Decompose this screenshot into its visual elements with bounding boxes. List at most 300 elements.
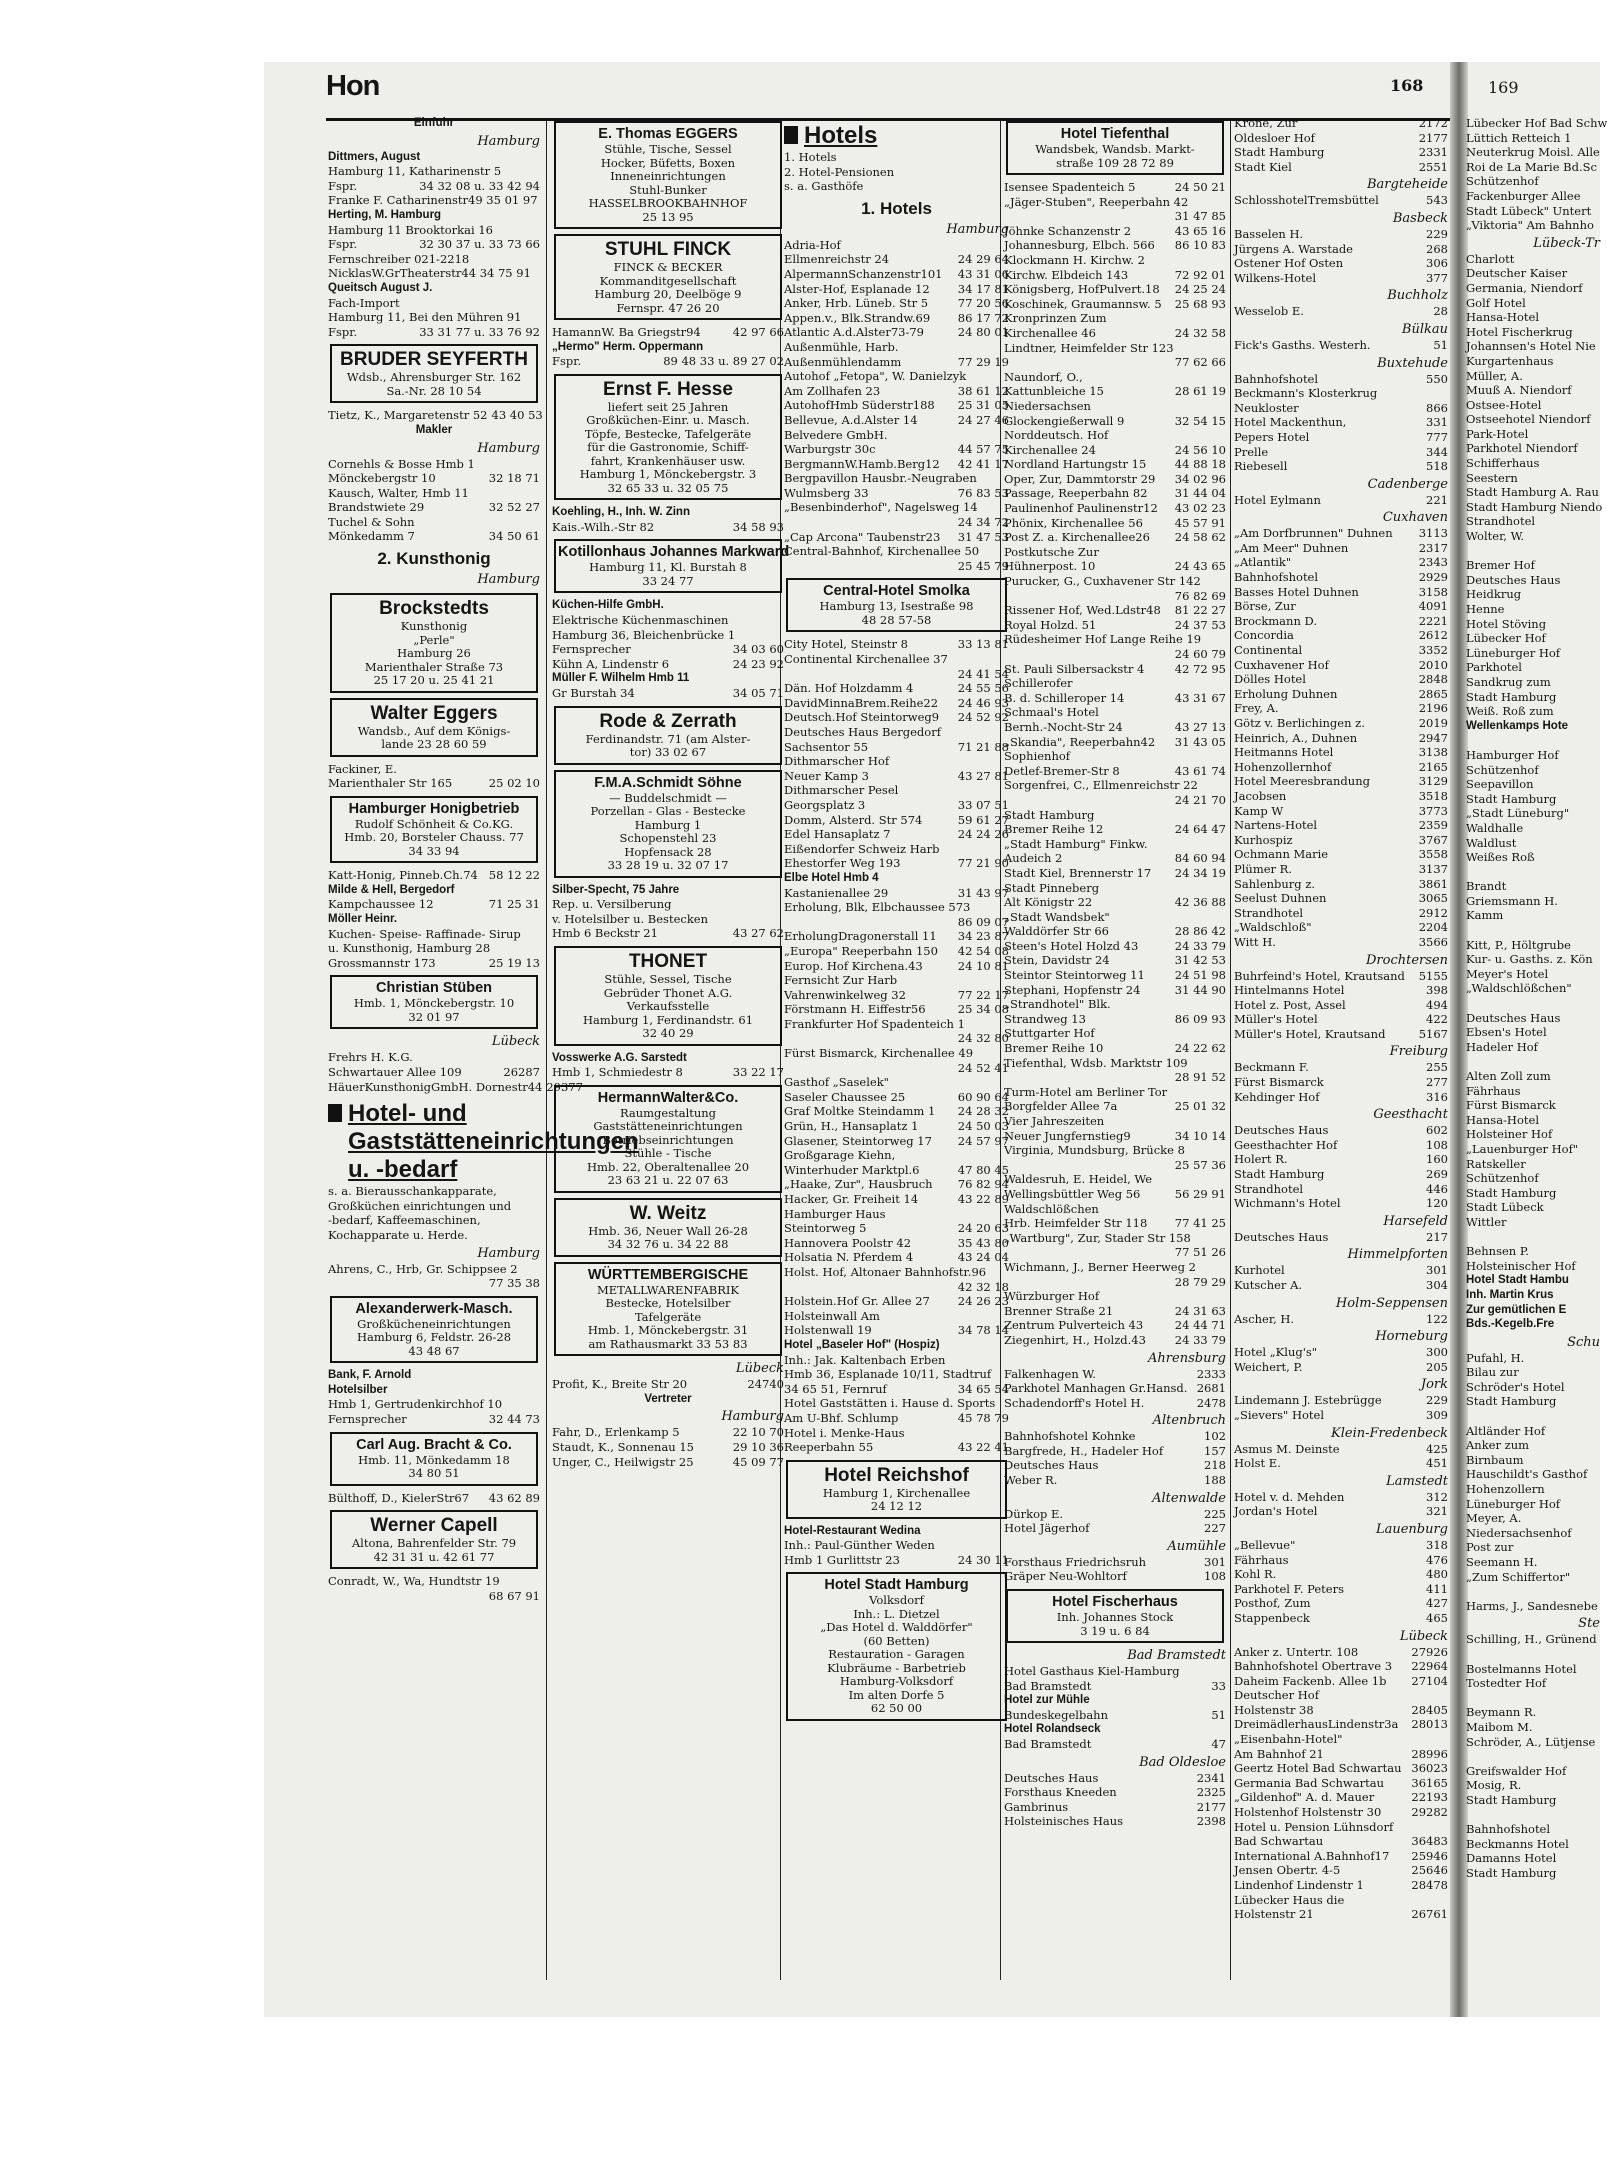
listing-row: [1234, 304, 1448, 319]
listing-row: [1234, 804, 1448, 819]
section-heading: 1. Hotels: [861, 198, 932, 218]
phone-number: 427: [1426, 1596, 1448, 1611]
listing-name: Hotel „Klug's": [1234, 1345, 1318, 1360]
listing-name: Phönix, Kirchenallee 56: [1004, 515, 1143, 530]
listing-row: [1234, 1196, 1448, 1211]
listing-row: [1004, 1143, 1226, 1158]
listing-row: [1004, 355, 1226, 370]
listing-name: Gr Burstah 34: [552, 686, 635, 701]
phone-number: 43 27 13: [1174, 719, 1226, 734]
listing-name: DavidMinnaBrem.Reihe22: [784, 695, 939, 710]
listing-text: Lübecker Hof Bad Schw: [1466, 116, 1607, 130]
listing-text: Stadt Hamburg: [1004, 807, 1095, 822]
listing-text: s. a. Bierausschankapparate,: [328, 1184, 497, 1199]
listing-row: [1234, 1582, 1448, 1597]
listing-text: Müller, A.: [1466, 368, 1523, 383]
phone-number: 550: [1426, 371, 1448, 386]
phone-number: 77 62 66: [1174, 355, 1226, 370]
listing-name: Georgsplatz 3: [784, 797, 866, 812]
phone-number: 45 57 91: [1174, 515, 1226, 530]
listing-row: [1234, 658, 1448, 673]
place-name: Lübeck: [1399, 1628, 1448, 1644]
listing-row: [1234, 1138, 1448, 1153]
listing-row: [1234, 599, 1448, 614]
phone-number: 2019: [1418, 716, 1448, 730]
listing-row: [1234, 193, 1448, 208]
listing-row: [1004, 559, 1226, 574]
listing-name: Edel Hansaplatz 7: [784, 827, 891, 842]
ad-line: Im alten Dorfe 5: [848, 1687, 945, 1702]
listing-row: [1234, 614, 1448, 629]
listing-text: Inh.: Jak. Kaltenbach Erben: [784, 1352, 946, 1367]
listing-name: Deutsches Haus: [1004, 1458, 1099, 1473]
phone-number: 269: [1426, 1167, 1448, 1182]
listing-name-bold: Vosswerke A.G. Sarstedt: [552, 1051, 687, 1064]
listing-text: [1466, 1409, 1600, 1424]
phone-number: 398: [1426, 983, 1448, 998]
listing-text: Roi de La Marie Bd.Sc: [1466, 159, 1597, 174]
advertisement-box: [554, 374, 782, 501]
phone-number: 47 80 45: [957, 1162, 1009, 1177]
listing-text: Hamburg 11 Brooktorkai 16: [328, 222, 493, 237]
listing-row: [1004, 1216, 1226, 1231]
listing-row: [1004, 1333, 1226, 1348]
listing-row: [1004, 632, 1226, 647]
listing-name: „Waldschloß": [1234, 920, 1312, 935]
listing-name-bold: Silber-Specht, 75 Jahre: [552, 883, 680, 896]
place-name: Lauenburg: [1375, 1521, 1448, 1537]
listing-row: [1004, 472, 1226, 487]
listing-name: Koschinek, Graumannsw. 5: [1004, 296, 1162, 311]
phone-number: 122: [1426, 1311, 1448, 1326]
phone-number: 84 60 94: [1174, 851, 1226, 866]
listing-name: Alster-Hof, Esplanade 12: [784, 281, 930, 296]
phone-number: 34 23 87: [957, 929, 1009, 944]
listing-row: [1004, 501, 1226, 516]
listing-name: Basselen H.: [1234, 226, 1304, 241]
phone-number: [1222, 1056, 1226, 1071]
listing-row: [1234, 459, 1448, 474]
listing-text: Schützenhof: [1466, 762, 1539, 777]
listing-row: [784, 637, 1009, 652]
ad-line: Christian Stüben: [375, 980, 492, 997]
listing-text: Elektrische Küchenmaschinen: [552, 613, 729, 628]
listing-row: [784, 1294, 1009, 1309]
listing-text: Meyer, A.: [1466, 1511, 1522, 1526]
listing-row: [1234, 1278, 1448, 1293]
phone-number: 25 57 36: [1174, 1157, 1226, 1172]
listing-text: Hauschildt's Gasthof: [1466, 1467, 1588, 1482]
ad-line: Hamburg 26: [397, 646, 471, 661]
place-name: Hamburg: [477, 440, 540, 456]
listing-row: [1004, 516, 1226, 531]
listing-name: Holst E.: [1234, 1456, 1281, 1471]
listing-name: Hotel Eylmann: [1234, 492, 1321, 507]
listing-text: Rep. u. Versilberung: [552, 897, 672, 912]
listing-row: [1234, 145, 1448, 160]
listing-name: Sahlenburg z.: [1234, 876, 1316, 891]
listing-text: Kuchen- Speise- Raffinade- Sirup: [328, 926, 521, 941]
listing-name: HamannW. Ba Griegstr94: [552, 325, 701, 339]
listing-row: [1004, 1521, 1226, 1536]
listing-name: Stephani, Hopfenstr 24: [1004, 982, 1141, 997]
phone-number: 33 13 81: [957, 637, 1009, 652]
listing-name: Strandhotel: [1234, 905, 1304, 920]
listing-name: Strandhotel: [1234, 1181, 1304, 1196]
phone-number: 318: [1426, 1537, 1448, 1552]
listing-text: Holst. Hof, Altonaer Bahnhofstr.96: [784, 1264, 987, 1279]
listing-name: Johannesburg, Elbch. 566: [1004, 238, 1155, 253]
listing-text: Fernsicht Zur Harb: [784, 973, 898, 988]
listing-row: [552, 1377, 784, 1392]
listing-row: [552, 1455, 784, 1470]
section-subheading: Vertreter: [644, 1392, 692, 1405]
place-name: Aumühle: [1167, 1538, 1226, 1554]
phone-number: 2221: [1418, 613, 1448, 628]
listing-name: Fspr.: [328, 178, 358, 193]
phone-number: 22964: [1411, 1659, 1448, 1674]
listing-text: Schröder's Hotel: [1466, 1379, 1565, 1394]
listing-text: Fernschreiber 021-2218: [328, 251, 470, 266]
listing-row: [784, 1061, 1009, 1076]
listing-name: Kausch, Walter, Hmb 11: [328, 485, 469, 500]
phone-number: 24 46 93: [957, 695, 1009, 710]
listing-row: [1004, 574, 1226, 589]
listing-name: „Wartburg", Zur, Stader Str 158: [1004, 1230, 1191, 1245]
phone-number: 2929: [1418, 570, 1448, 585]
listing-text: Kochapparate u. Herde.: [328, 1227, 468, 1242]
listing-row: [784, 944, 1009, 959]
listing-row: [784, 515, 1009, 530]
listing-name: Stadt Kiel, Brennerstr 17: [1004, 865, 1152, 880]
place-name: Hamburg: [477, 1245, 540, 1261]
listing-row: [784, 1163, 1009, 1178]
phone-number: 229: [1426, 1393, 1448, 1408]
listing-row: [1234, 1776, 1448, 1791]
listing-name: Kais.-Wilh.-Str 82: [552, 519, 655, 534]
ad-line: Ferdinandstr. 71 (am Alster-: [585, 731, 751, 746]
place-name: Cadenberge: [1367, 476, 1448, 492]
listing-row: [1234, 1567, 1448, 1582]
listing-text: Würzburger Hof: [1004, 1289, 1100, 1304]
phone-number: 43 22 89: [957, 1192, 1009, 1206]
listing-name: Deutsches Haus: [1234, 1229, 1329, 1244]
listing-text: Dithmarscher Hof: [784, 754, 890, 769]
listing-name: DreimädlerhausLindenstr3a: [1234, 1717, 1399, 1732]
listing-name: City Hotel, Steinstr 8: [784, 637, 909, 652]
listing-row: [1234, 731, 1448, 746]
phone-number: 77 20 56: [957, 296, 1009, 311]
phone-number: 24 21 70: [1174, 792, 1226, 807]
listing-row: [552, 686, 784, 701]
listing-row: [1004, 1367, 1226, 1382]
listing-text: Tostedter Hof: [1466, 1676, 1547, 1691]
listing-name: Stappenbeck: [1234, 1610, 1310, 1625]
column-4: [1004, 116, 1226, 1829]
listing-name: Jöhnke Schanzenstr 2: [1004, 223, 1132, 238]
phone-number: 86 09 93: [1174, 1011, 1226, 1026]
listing-row: [1234, 1553, 1448, 1568]
place-name: Lübeck-Tr: [1533, 235, 1600, 251]
listing-name-bold: Wellenkamps Hote: [1466, 719, 1569, 732]
phone-number: 602: [1426, 1123, 1448, 1138]
listing-row: [1234, 415, 1448, 430]
listing-name: Frey, A.: [1234, 701, 1279, 716]
listing-name: Ostener Hof Osten: [1234, 256, 1344, 271]
listing-name: Fspr.: [552, 354, 582, 369]
listing-row: [1004, 793, 1226, 808]
phone-number: 476: [1426, 1552, 1448, 1567]
phone-number: 24 32 80: [957, 1031, 1009, 1046]
ad-line: Carl Aug. Bracht & Co.: [356, 1436, 512, 1453]
advertisement-box: [330, 344, 538, 403]
listing-text: [1466, 1749, 1600, 1764]
advertisement-box: [330, 1296, 538, 1364]
phone-number: 5167: [1418, 1026, 1448, 1041]
listing-text: Anker zum: [1466, 1438, 1530, 1453]
advertisement-box: [554, 770, 782, 878]
listing-row: [784, 442, 1009, 457]
phone-number: 31 47 53: [957, 529, 1009, 544]
listing-text: Wittler: [1466, 1214, 1507, 1229]
place-name: Buchholz: [1387, 288, 1448, 304]
phone-number: 33 31 77 u. 33 76 92: [419, 324, 540, 339]
listing-name: HäuerKunsthonigGmbH. Dornestr44: [328, 1079, 543, 1094]
listing-name: Marienthaler Str 165: [328, 776, 453, 791]
phone-number: [536, 457, 540, 472]
listing-name: Wulmsberg 33: [784, 485, 869, 500]
listing-name: Forsthaus Friedrichsruh: [1004, 1554, 1147, 1569]
ad-line: METALLWARENFABRIK: [597, 1282, 739, 1297]
phone-number: 2010: [1418, 657, 1448, 672]
ad-line: Gebrüder Thonet A.G.: [603, 985, 733, 1000]
listing-row: [552, 1425, 784, 1440]
column-6: [1466, 116, 1607, 1880]
ad-line: Hmb. 22, Oberaltenallee 20: [586, 1159, 750, 1174]
ad-line: Kunsthonig: [400, 619, 468, 634]
listing-row: [1004, 268, 1226, 283]
listing-row: [784, 384, 1009, 399]
listing-row: [1004, 1318, 1226, 1333]
listing-row: [328, 1412, 540, 1427]
category-square-icon: [784, 126, 798, 144]
phone-number: 2359: [1418, 818, 1448, 833]
listing-row: [1004, 1129, 1226, 1144]
listing-row: [1234, 1027, 1448, 1042]
advertisement-box: [330, 1432, 538, 1486]
phone-number: 3138: [1418, 745, 1448, 760]
listing-row: [1234, 1060, 1448, 1075]
phone-number: 301: [1426, 1263, 1448, 1278]
ad-line: 32 65 33 u. 32 05 75: [607, 480, 729, 495]
listing-name: Bad Bramstedt: [1004, 1678, 1092, 1693]
listing-row: [1234, 628, 1448, 643]
listing-name: „Haake, Zur", Hausbruch: [784, 1177, 933, 1192]
listing-name-bold: Hotelsilber: [328, 1383, 388, 1396]
phone-number: 68 67 91: [488, 1588, 540, 1603]
listing-name: Stein, Davidstr 24: [1004, 953, 1110, 968]
phone-number: 205: [1426, 1359, 1448, 1374]
listing-name: Daheim Fackenb. Allee 1b: [1234, 1673, 1387, 1688]
phone-number: 34 58 93: [732, 519, 784, 534]
phone-number: [1222, 1143, 1226, 1158]
listing-row: [328, 956, 540, 971]
phone-number: 44 57 75: [957, 442, 1009, 457]
listing-text: Fürst Bismarck, Kirchenallee 49: [784, 1046, 974, 1061]
listing-name: Holstenstr 38: [1234, 1702, 1314, 1717]
listing-text: Lüneburger Hof: [1466, 645, 1561, 660]
ad-line: Gaststätteneinrichtungen: [593, 1119, 743, 1134]
listing-name: „Atlantik": [1234, 555, 1292, 570]
section-subheading: Einfuhr: [413, 117, 455, 129]
listing-name-bold: Zur gemütlichen E: [1466, 1303, 1567, 1316]
listing-text: Heidkrug: [1466, 587, 1522, 602]
phone-number: 120: [1426, 1196, 1448, 1211]
phone-number: 24 50 21: [1174, 180, 1226, 194]
listing-text: Deutsches Haus: [1466, 572, 1561, 587]
phone-number: [1222, 632, 1226, 647]
listing-name: Hacker, Gr. Freiheit 14: [784, 1192, 919, 1206]
place-name: Lübeck: [735, 1361, 784, 1377]
category-square-icon: [328, 1104, 342, 1122]
listing-text: Fährhaus: [1466, 1083, 1521, 1098]
ad-line: Tafelgeräte: [634, 1309, 702, 1324]
ad-line: F.M.A.Schmidt Söhne: [594, 774, 742, 791]
listing-text: Kur- u. Gasths. z. Kön: [1466, 952, 1593, 967]
listing-name: Anker z. Untertr. 108: [1234, 1644, 1359, 1659]
listing-text: Hamburger Haus: [784, 1206, 886, 1221]
listing-name: Anker, Hrb. Lüneb. Str 5: [784, 296, 929, 311]
ad-line: Hotel Tiefenthal: [1060, 126, 1170, 142]
ad-line: 25 13 95: [642, 209, 694, 224]
listing-row: [1234, 789, 1448, 804]
listing-row: [1234, 242, 1448, 257]
listing-row: [784, 856, 1009, 871]
listing-name: Müller's Hotel: [1234, 1012, 1318, 1027]
listing-row: [1004, 1679, 1226, 1694]
listing-row: [1004, 1800, 1226, 1815]
listing-name: Am U-Bhf. Schlump: [784, 1410, 899, 1425]
listing-name: Geertz Hotel Bad Schwartau: [1234, 1761, 1402, 1776]
listing-row: [1234, 1393, 1448, 1408]
listing-text: Hotel u. Pension Lühnsdorf: [1234, 1819, 1394, 1834]
listing-text: Wolter, W.: [1466, 529, 1525, 544]
listing-row: [552, 642, 784, 657]
phone-number: 108: [1426, 1137, 1448, 1152]
listing-name: Plümer R.: [1234, 861, 1292, 876]
listing-row: [1004, 851, 1226, 866]
phone-number: 24 23 92: [732, 656, 784, 671]
advertisement-box: [554, 1198, 782, 1257]
listing-name: Staudt, K., Sonnenau 15: [552, 1439, 694, 1454]
page-header: [264, 62, 1600, 120]
phone-number: 518: [1426, 459, 1448, 474]
phone-number: 331: [1426, 415, 1448, 430]
listing-row: [1004, 341, 1226, 356]
listing-row: [1234, 877, 1448, 892]
listing-row: [1234, 774, 1448, 789]
listing-row: [1004, 1158, 1226, 1173]
listing-name: Gräper Neu-Wohltorf: [1004, 1569, 1127, 1584]
listing-name: Gambrinus: [1004, 1799, 1069, 1814]
listing-row: [328, 776, 540, 791]
ad-line: Hamburger Honigbetrieb: [348, 800, 520, 817]
listing-name: Am Zollhafen 23: [784, 383, 881, 398]
listing-row: [784, 929, 1009, 944]
phone-number: 34 17 81: [957, 281, 1009, 296]
listing-name: AutohofHmb Süderstr188: [784, 398, 935, 413]
listing-row: [784, 325, 1009, 340]
place-name: Bad Oldesloe: [1139, 1754, 1226, 1770]
ad-line: Hamburg 1: [634, 817, 702, 832]
listing-row: [784, 1440, 1009, 1455]
advertisement-box: [330, 796, 538, 864]
listing-row: [1004, 1056, 1226, 1071]
phone-number: 28 79 29: [1174, 1274, 1226, 1289]
ad-line: Stuhl-Bunker: [629, 182, 707, 197]
listing-row: [1234, 372, 1448, 387]
ad-line: 32 01 97: [408, 1009, 460, 1024]
listing-name: Tietz, K., Margaretenstr 52: [328, 408, 488, 423]
listing-text: Conradt, W., Wa, Hundtstr 19: [328, 1574, 500, 1589]
listing-text: NicklasW.GrTheaterstr44 34 75 91: [328, 266, 531, 281]
ad-line: Töpfe, Bestecke, Tafelgeräte: [584, 426, 752, 441]
phone-number: 2204: [1418, 920, 1448, 935]
listing-text: Stadt Hamburg: [1466, 1185, 1557, 1200]
listing-text: Schilling, H., Grünend: [1466, 1632, 1597, 1647]
listing-name: Jürgens A. Warstade: [1234, 241, 1353, 256]
ad-line: Walter Eggers: [370, 702, 498, 724]
listing-text: Parkhotel: [1466, 660, 1522, 675]
listing-text: Hohenzollern: [1466, 1482, 1545, 1497]
phone-number: 27926: [1411, 1644, 1448, 1659]
listing-row: [1234, 716, 1448, 731]
listing-row: [328, 868, 540, 883]
ad-line: Hamburg-Volksdorf: [839, 1674, 954, 1689]
listing-row: [784, 740, 1009, 755]
listing-name: Sorgenfrei, C., Ellmenreichstr 22: [1004, 778, 1198, 793]
listing-text: Stadt Hamburg: [1466, 1394, 1557, 1409]
phone-number: 24 56 10: [1174, 442, 1226, 457]
listing-row: [784, 1553, 1009, 1568]
listing-text: Schmaal's Hotel: [1004, 705, 1099, 720]
listing-row: [1234, 998, 1448, 1013]
phone-number: 43 61 74: [1174, 763, 1226, 778]
phone-number: 422: [1426, 1012, 1448, 1027]
listing-text: Naundorf, O.,: [1004, 369, 1083, 384]
phone-number: 2341: [1196, 1770, 1226, 1785]
phone-number: 24 34 19: [1174, 865, 1226, 880]
phone-number: 32 30 37 u. 33 73 66: [419, 237, 540, 252]
listing-row: [784, 827, 1009, 842]
listing-name: Fahr, D., Erlenkamp 5: [552, 1425, 680, 1440]
listing-name: Katt-Honig, Pinneb.Ch.74: [328, 868, 478, 883]
listing-text: Sandkrug zum: [1466, 674, 1551, 689]
phone-number: 411: [1426, 1581, 1448, 1596]
phone-number: 24 10 81: [957, 958, 1009, 973]
ad-line: Hopfensack 28: [624, 844, 712, 859]
listing-text: Stadt Hamburg: [1466, 689, 1557, 704]
listing-row: [1004, 1708, 1226, 1723]
listing-row: [1234, 1717, 1448, 1732]
listing-text: Hamburg 11, Katharinenstr 5: [328, 164, 502, 179]
listing-row: [1234, 1659, 1448, 1674]
phone-number: 2177: [1418, 130, 1448, 145]
listing-text: Beymann R.: [1466, 1705, 1537, 1720]
listing-text: Altländer Hof: [1466, 1423, 1546, 1438]
listing-name: Rüdesheimer Hof Lange Reihe 19: [1004, 632, 1202, 647]
ad-line: Kotillonhaus Johannes Markward: [558, 544, 790, 561]
